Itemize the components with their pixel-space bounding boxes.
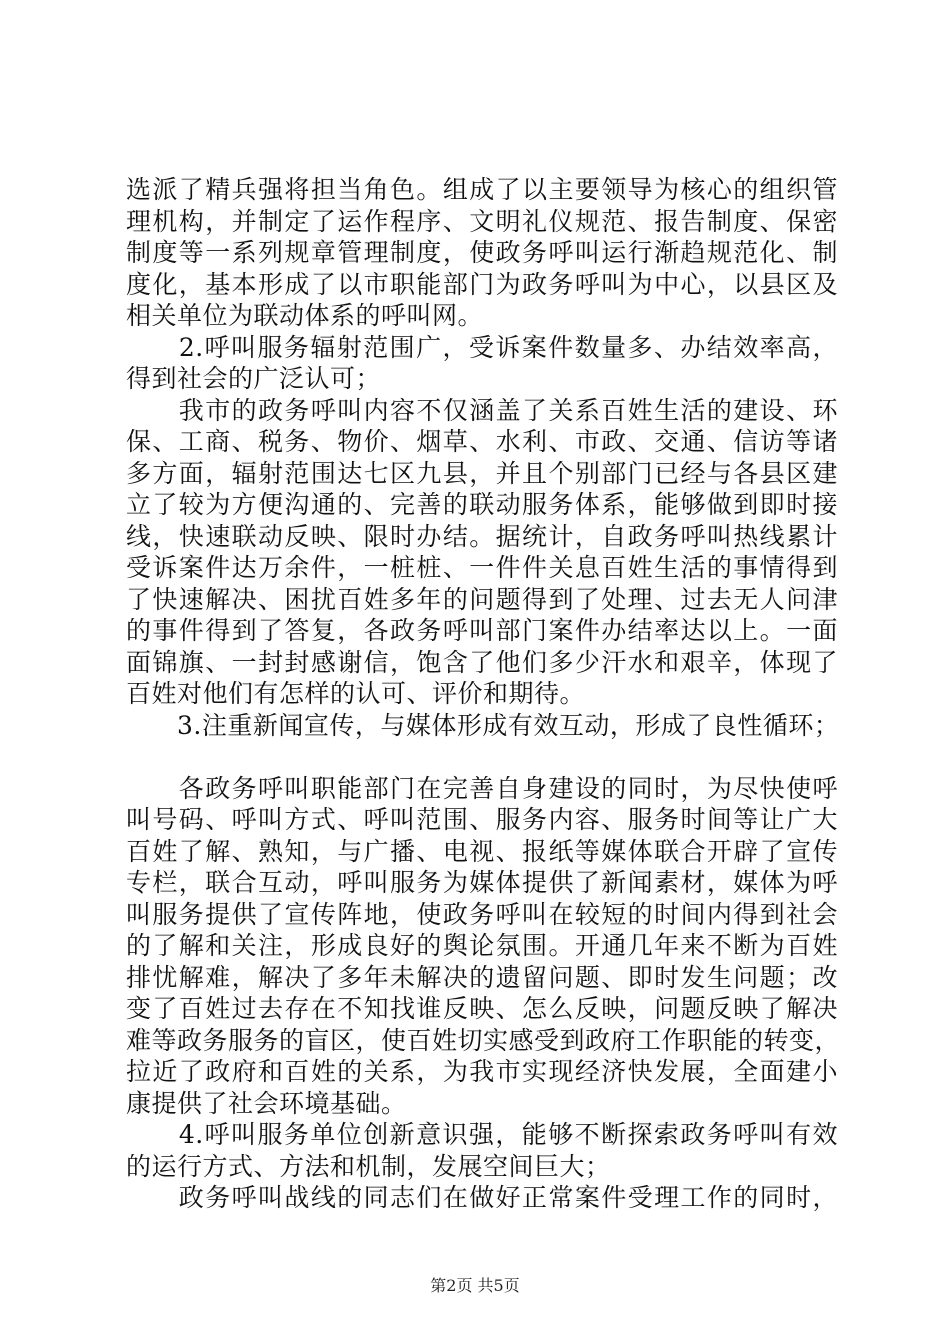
text-line: 变了百姓过去存在不知找谁反映、怎么反映，问题反映了解决 bbox=[126, 994, 838, 1023]
text-line: 专栏，联合互动，呼叫服务为媒体提供了新闻素材，媒体为呼 bbox=[126, 868, 838, 897]
text-line: 得到社会的广泛认可； bbox=[126, 364, 382, 393]
text-line: 度化，基本形成了以市职能部门为政务呼叫为中心，以县区及 bbox=[126, 269, 838, 299]
text-line: 康提供了社会环境基础。 bbox=[126, 1088, 407, 1118]
text-line: 理机构，并制定了运作程序、文明礼仪规范、报告制度、保密 bbox=[126, 206, 838, 236]
text-line: 3.注重新闻宣传，与媒体形成有效互动，形成了良性循环； bbox=[126, 710, 840, 740]
text-line: 受诉案件达万余件，一桩桩、一件件关息百姓生活的事情得到 bbox=[126, 553, 838, 582]
text-line: 拉近了政府和百姓的关系，为我市实现经济快发展，全面建小 bbox=[126, 1057, 838, 1086]
blank-line bbox=[126, 741, 838, 773]
text-line: 线，快速联动反映、限时办结。据统计，自政务呼叫热线累计 bbox=[126, 521, 838, 551]
text-line: 2.呼叫服务辐射范围广，受诉案件数量多、办结效率高， bbox=[126, 332, 838, 362]
text-line: 难等政务服务的盲区，使百姓切实感受到政府工作职能的转变， bbox=[126, 1025, 841, 1055]
text-line: 的了解和关注，形成良好的舆论氛围。开通几年来不断为百姓 bbox=[126, 931, 838, 960]
text-line: 的运行方式、方法和机制，发展空间巨大； bbox=[126, 1151, 611, 1181]
body-text bbox=[126, 174, 841, 1214]
text-line: 多方面，辐射范围达七区九县，并且个别部门已经与各县区建 bbox=[126, 458, 838, 488]
text-line: 的事件得到了答复，各政务呼叫部门案件办结率达以上。一面 bbox=[126, 616, 838, 645]
text-line: 选派了精兵强将担当角色。组成了以主要领导为核心的组织管 bbox=[126, 175, 838, 204]
text-line: 4.呼叫服务单位创新意识强，能够不断探索政务呼叫有效 bbox=[126, 1120, 838, 1149]
text-line: 政务呼叫战线的同志们在做好正常案件受理工作的同时， bbox=[126, 1183, 838, 1212]
text-line: 立了较为方便沟通的、完善的联动服务体系，能够做到即时接 bbox=[126, 490, 838, 519]
text-line: 保、工商、税务、物价、烟草、水利、市政、交通、信访等诸 bbox=[126, 427, 838, 456]
text-line: 百姓了解、熟知，与广播、电视、报纸等媒体联合开辟了宣传 bbox=[126, 836, 838, 866]
page-footer: 第2页 共5页 bbox=[430, 1276, 520, 1295]
text-line: 叫号码、呼叫方式、呼叫范围、服务内容、服务时间等让广大 bbox=[126, 805, 838, 834]
text-line: 我市的政务呼叫内容不仅涵盖了关系百姓生活的建设、环 bbox=[126, 395, 838, 425]
text-line: 排忧解难，解决了多年未解决的遗留问题、即时发生问题；改 bbox=[126, 962, 838, 992]
text-line: 百姓对他们有怎样的认可、评价和期待。 bbox=[126, 679, 586, 708]
text-line: 叫服务提供了宣传阵地，使政务呼叫在较短的时间内得到社会 bbox=[126, 899, 838, 929]
text-line: 制度等一系列规章管理制度，使政务呼叫运行渐趋规范化、制 bbox=[126, 238, 838, 267]
text-line: 各政务呼叫职能部门在完善自身建设的同时，为尽快使呼 bbox=[126, 773, 838, 803]
text-line: 相关单位为联动体系的呼叫网。 bbox=[126, 301, 484, 330]
text-line: 面锦旗、一封封感谢信，饱含了他们多少汗水和艰辛，体现了 bbox=[126, 647, 838, 677]
text-line: 了快速解决、困扰百姓多年的问题得到了处理、过去无人问津 bbox=[126, 584, 838, 614]
